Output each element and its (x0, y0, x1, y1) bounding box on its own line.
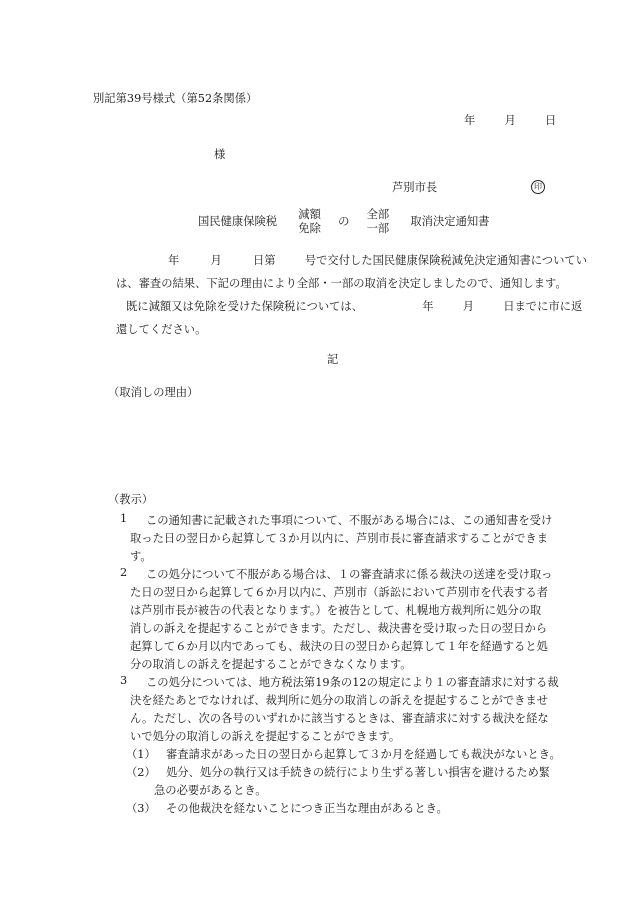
issuer-seal (531, 179, 545, 194)
issuer-name: 芦別市長 (392, 181, 438, 194)
date-year-label: 年 (464, 114, 476, 127)
p2-month: 月 (462, 300, 475, 313)
body-p1-line2: は、審査の結果、下記の理由により全部・一部の取消を決定しましたので、通知します。 (116, 277, 567, 290)
addressee-suffix: 様 (214, 148, 226, 161)
title-type-b: 免除 (298, 222, 321, 235)
body-p2-line1 (126, 298, 582, 314)
title-connector: の (338, 215, 350, 228)
notice-item-3-line-2: 決を経たあとでなければ、裁判所に処分の取消しの訴えを提起することができませ (130, 694, 548, 707)
sub-item-2-number: （2） (126, 766, 156, 779)
sub-item-1-line-1: 審査請求があった日の翌日から起算して３か月を経過しても裁決がないとき。 (166, 748, 561, 761)
notice-item-2-line-1: この処分について不服がある場合は、１の審査請求に係る裁決の送達を受け取っ (146, 568, 553, 581)
notice-item-1-line-2: 取った日の翌日から起算して３か月以内に、芦別市長に審査請求することができま (130, 532, 548, 545)
notice-item-3-line-3: ん。ただし、次の各号のいずれかに該当するときは、審査請求に対する裁決を経な (130, 712, 549, 725)
p1-issued: 号で交付した国民健康保険税減免決定通知書についてい (304, 254, 587, 267)
form-number: 別記第39号様式（第52条関係） (93, 92, 258, 105)
date-header (464, 112, 556, 128)
sub-item-2-line-2: 急の必要があるとき。 (154, 784, 267, 797)
notice-item-2-line-4: 消しの訴えを提起することができます。ただし、裁決書を受け取った日の翌日から (130, 622, 548, 635)
title-prefix: 国民健康保険税 (198, 215, 278, 228)
notice-item-2-number: 2 (120, 566, 128, 579)
sub-item-1-number: （1） (126, 748, 156, 761)
notice-item-3-number: 3 (120, 674, 128, 687)
title-scope-a: 全部 (366, 208, 390, 221)
notice-item-1-line-1: この通知書に記載された事項について、不服がある場合には、この通知書を受け (146, 514, 553, 527)
reason-label: （取消しの理由） (108, 386, 199, 399)
p2-text: 既に減額又は免除を受けた保険税については、 (126, 300, 364, 313)
p1-day-no: 日第 (253, 254, 276, 267)
document-title (198, 208, 489, 236)
ki-marker: 記 (327, 353, 339, 366)
notice-label: （教示） (108, 493, 154, 506)
notice-item-3-line-1: この処分については、地方税法第19条の12の規定により１の審査請求に対する裁 (146, 676, 559, 689)
seal-mark: 印 (531, 180, 545, 194)
notice-item-2-line-6: 分の取消しの訴えを提起することができなくなります。 (130, 658, 412, 671)
notice-item-1-number: 1 (120, 512, 128, 525)
notice-item-1-line-3: す。 (130, 550, 152, 563)
notice-item-3-line-4: いで処分の取消しの訴えを提起することができます。 (130, 730, 401, 743)
title-suffix: 取消決定通知書 (410, 215, 490, 228)
title-type-stack (298, 208, 321, 236)
notice-item-2-line-2: た日の翌日から起算して６か月以内に、芦別市（訴訟において芦別市を代表する者 (130, 586, 548, 599)
title-scope-b: 一部 (366, 222, 390, 235)
p2-until: 日までに市に返 (503, 300, 583, 313)
notice-item-2-line-5: 起算して６か月以内であっても、裁決の日の翌日から起算して１年を経過すると処 (130, 640, 548, 653)
body-p2-line2: 還してください。 (116, 323, 207, 336)
p1-year: 年 (168, 254, 180, 267)
notice-item-2-line-3: は芦別市長が被告の代表となります。）を被告として、札幌地方裁判所に処分の取 (130, 604, 542, 617)
sub-item-3-line-1: その他裁決を経ないことにつき正当な理由があるとき。 (166, 802, 448, 815)
date-month-label: 月 (504, 114, 516, 127)
title-scope-stack (367, 208, 390, 236)
title-type-a: 減額 (298, 208, 321, 221)
p1-month: 月 (210, 254, 222, 267)
date-day-label: 日 (545, 114, 557, 127)
sub-item-3-number: （3） (126, 802, 156, 815)
body-p1-line1 (168, 252, 587, 268)
p2-year: 年 (422, 300, 434, 313)
sub-item-2-line-1: 処分、処分の執行又は手続きの続行により生ずる著しい損害を避けるため緊 (166, 766, 551, 779)
